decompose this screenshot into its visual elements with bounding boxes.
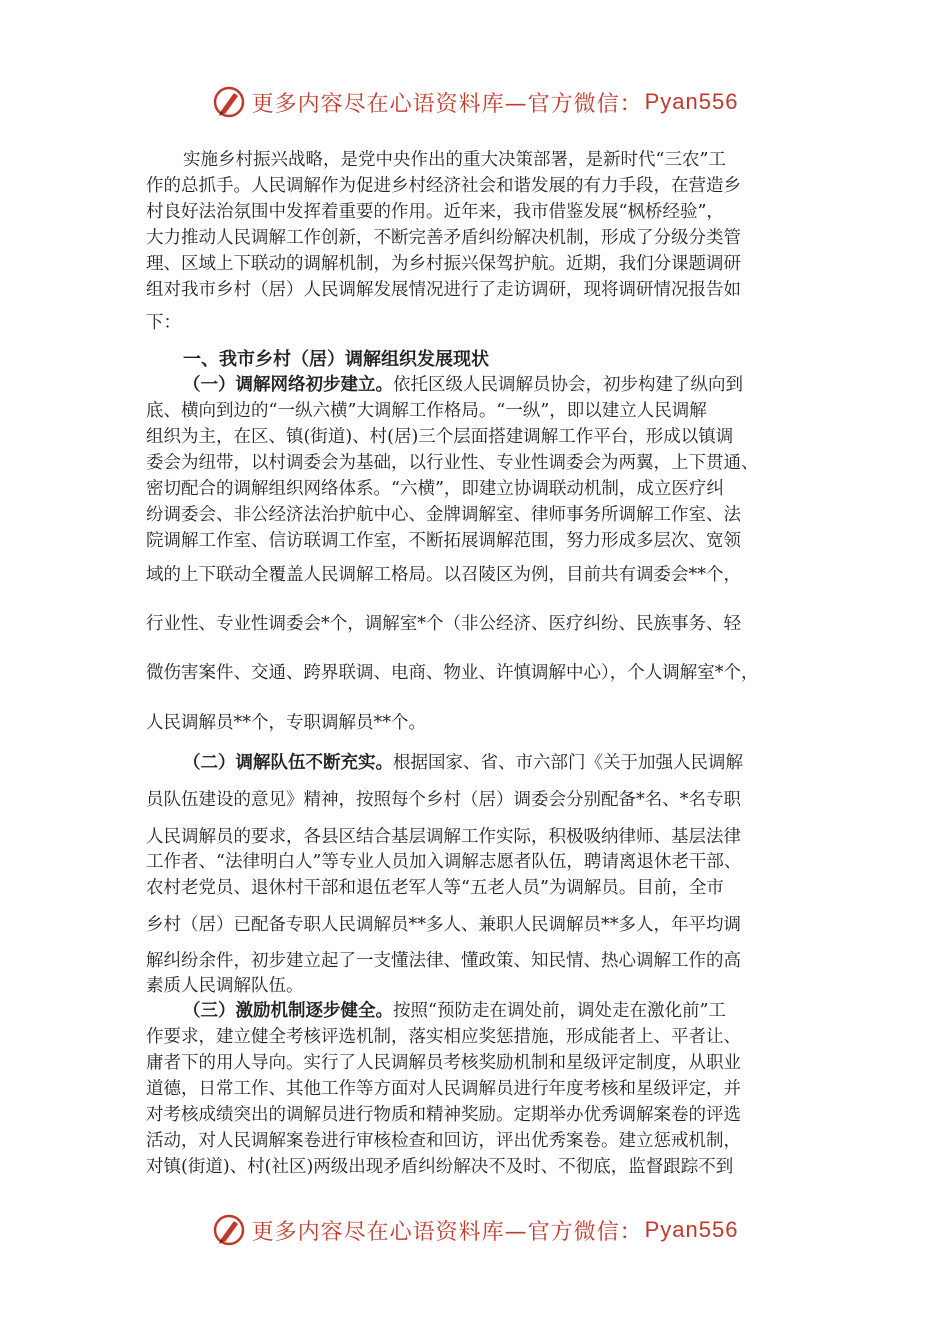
paragraph-text: 依托区级人民调解员协会，初步构建了纵向到 bbox=[393, 375, 743, 395]
subsection-title: （一）调解网络初步建立。 bbox=[183, 375, 393, 395]
banner-text: 更多内容尽在心语资料库—官方微信： bbox=[251, 91, 643, 117]
text-line: 乡村（居）已配备专职人民调解员**多人、兼职人民调解员**多人，年平均调 bbox=[146, 915, 741, 935]
paragraph-line bbox=[183, 373, 743, 397]
text-line: 解纠纷余件，初步建立起了一支懂法律、懂政策、知民情、热心调解工作的高 bbox=[146, 951, 741, 971]
subsection-title: （二）调解队伍不断充实。 bbox=[183, 753, 393, 773]
text-line: 委会为纽带，以村调委会为基础，以行业性、专业性调委会为两翼，上下贯通、 bbox=[146, 453, 759, 473]
text-line: 工作者、“法律明白人”等专业人员加入调解志愿者队伍，聘请离退休老干部、 bbox=[146, 852, 742, 872]
text-line: 村良好法治氛围中发挥着重要的作用。近年来，我市借鉴发展“枫桥经验”， bbox=[146, 202, 724, 222]
text-line: 实施乡村振兴战略，是党中央作出的重大决策部署，是新时代“三农”工 bbox=[183, 150, 726, 170]
paragraph-line bbox=[183, 999, 726, 1023]
text-line: 活动，对人民调解案卷进行审核检查和回访，评出优秀案卷。建立惩戒机制， bbox=[146, 1131, 741, 1151]
text-line: 纷调委会、非公经济法治护航中心、金牌调解室、律师事务所调解工作室、法 bbox=[146, 505, 741, 525]
pen-logo-icon bbox=[212, 1213, 246, 1247]
text-line: 对镇(街道)、村(社区)两级出现矛盾纠纷解决不及时、不彻底，监督跟踪不到 bbox=[146, 1157, 734, 1177]
paragraph-text: 根据国家、省、市六部门《关于加强人民调解 bbox=[393, 753, 743, 773]
text-line: 作的总抓手。人民调解作为促进乡村经济社会和谐发展的有力手段，在营造乡 bbox=[146, 176, 741, 196]
banner-wechat-id: Pyan556 bbox=[644, 89, 739, 114]
text-line: 庸者下的用人导向。实行了人民调解员考核奖励机制和星级评定制度，从职业 bbox=[146, 1053, 741, 1073]
text-line: 理、区域上下联动的调解机制，为乡村振兴保驾护航。近期，我们分课题调研 bbox=[146, 254, 741, 274]
banner-text: 更多内容尽在心语资料库—官方微信： bbox=[251, 1219, 643, 1245]
text-line: 域的上下联动全覆盖人民调解工格局。以召陵区为例，目前共有调委会**个， bbox=[146, 565, 741, 585]
text-line: 对考核成绩突出的调解员进行物质和精神奖励。定期举办优秀调解案卷的评选 bbox=[146, 1105, 741, 1125]
subsection-title: （三）激励机制逐步健全。 bbox=[183, 1001, 393, 1021]
text-line: 人民调解员**个，专职调解员**个。 bbox=[146, 713, 426, 733]
text-line: 人民调解员的要求，各县区结合基层调解工作实际，积极吸纳律师、基层法律 bbox=[146, 827, 741, 847]
text-line: 组对我市乡村（居）人民调解发展情况进行了走访调研，现将调研情况报告如 bbox=[146, 280, 741, 300]
text-line: 微伤害案件、交通、跨界联调、电商、物业、许慎调解中心），个人调解室*个， bbox=[146, 663, 759, 683]
text-line: 下： bbox=[146, 313, 181, 333]
text-line: 密切配合的调解组织网络体系。“六横”，即建立协调联动机制，成立医疗纠 bbox=[146, 479, 724, 499]
text-line: 组织为主，在区、镇(街道)、村(居)三个层面搭建调解工作平台，形成以镇调 bbox=[146, 427, 734, 447]
text-line: 道德，日常工作、其他工作等方面对人民调解员进行年度考核和星级评定，并 bbox=[146, 1079, 741, 1099]
text-line: 行业性、专业性调委会*个，调解室*个（非公经济、医疗纠纷、民族事务、轻 bbox=[146, 614, 741, 634]
text-line: 底、横向到边的“一纵六横”大调解工作格局。“一纵”，即以建立人民调解 bbox=[146, 401, 707, 421]
text-line: 大力推动人民调解工作创新，不断完善矛盾纠纷解决机制，形成了分级分类管 bbox=[146, 228, 741, 248]
text-line: 作要求，建立健全考核评选机制，落实相应奖惩措施，形成能者上、平者让、 bbox=[146, 1027, 741, 1047]
text-line: 员队伍建设的意见》精神，按照每个乡村（居）调委会分别配备*名、*名专职 bbox=[146, 790, 741, 810]
paragraph-line bbox=[183, 751, 743, 775]
text-line: 院调解工作室、信访联调工作室，不断拓展调解范围，努力形成多层次、宽领 bbox=[146, 531, 741, 551]
text-line: 农村老党员、退休村干部和退伍老军人等“五老人员”为调解员。目前，全市 bbox=[146, 878, 724, 898]
header-watermark-banner bbox=[0, 82, 950, 122]
text-line: 素质人民调解队伍。 bbox=[146, 976, 304, 996]
banner-wechat-id: Pyan556 bbox=[644, 1217, 739, 1242]
pen-logo-icon bbox=[212, 85, 246, 119]
paragraph-text: 按照“预防走在调处前，调处走在激化前”工 bbox=[393, 1001, 726, 1021]
footer-watermark-banner bbox=[0, 1210, 950, 1250]
section-heading: 一、我市乡村（居）调解组织发展现状 bbox=[183, 349, 489, 370]
